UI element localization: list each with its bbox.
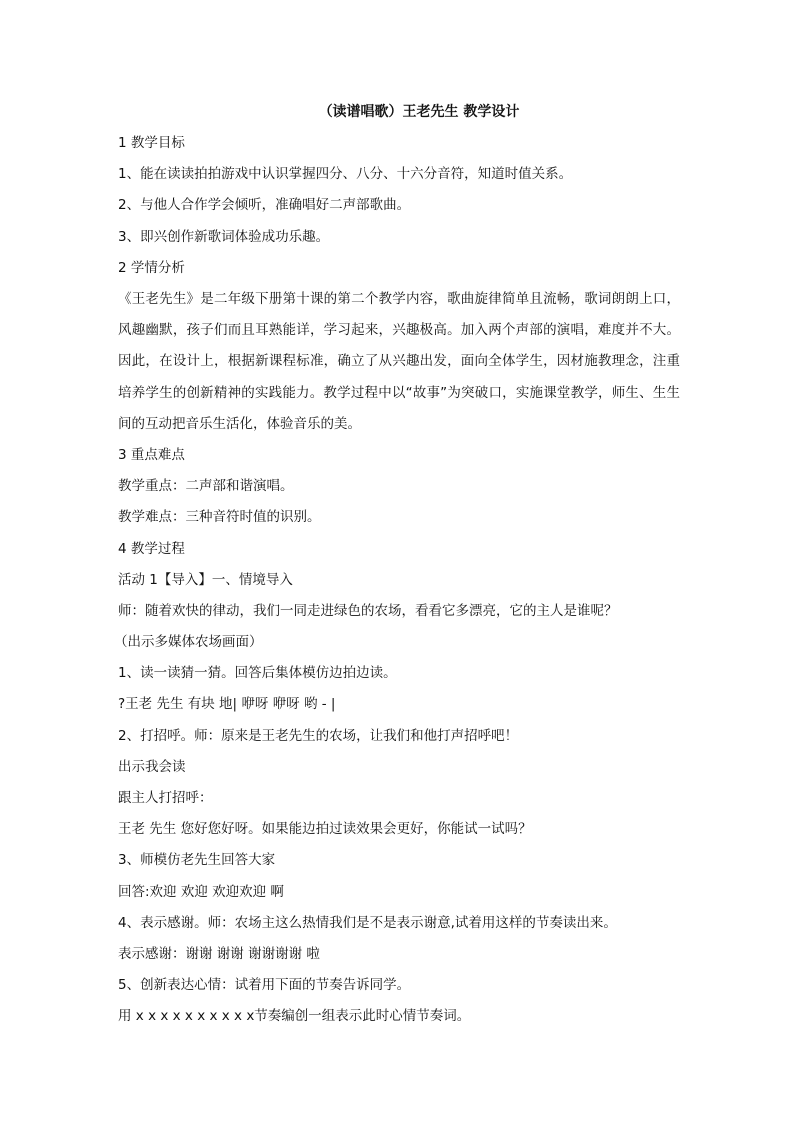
greet-host: 跟主人打招呼： xyxy=(118,790,213,807)
rhythm-create: 用 x x x x x x x x x x节奏编创一组表示此时心情节奏词。 xyxy=(118,1008,471,1025)
greet-text: 王老 先生 您好您好呀。如果能边拍过读效果会更好，你能试一试吗？ xyxy=(118,821,532,838)
objective-2: 2、与他人合作学会倾听，准确唱好二声部歌曲。 xyxy=(118,197,411,214)
teacher-intro: 师：随着欢快的律动，我们一同走进绿色的农场，看看它多漂亮，它的主人是谁呢？ xyxy=(118,602,618,619)
objective-3: 3、即兴创作新歌词体验成功乐趣。 xyxy=(118,228,330,245)
step-2: 2、打招呼。师：原来是王老先生的农场，让我们和他打声招呼吧！ xyxy=(118,727,519,744)
objectives-heading: 1 教学目标 xyxy=(118,135,185,151)
step-4: 4、表示感谢。师：农场主这么热情我们是不是表示谢意,试着用这样的节奏读出来。 xyxy=(118,914,617,931)
objective-1: 1、能在读读拍拍游戏中认识掌握四分、八分、十六分音符，知道时值关系。 xyxy=(118,166,573,183)
key-heading: 3 重点难点 xyxy=(118,446,185,463)
thanks-line: 表示感谢：谢谢 谢谢 谢谢谢谢 啦 xyxy=(118,945,320,962)
answer-line: 回答:欢迎 欢迎 欢迎欢迎 啊 xyxy=(118,883,284,900)
analysis-heading: 2 学情分析 xyxy=(118,259,185,276)
document-page xyxy=(114,96,680,1033)
analysis-paragraph: 《王老先生》是二年级下册第十课的第二个教学内容，歌曲旋律简单且流畅，歌词朗朗上口，风趣幽默，孩子们而且耳熟能详，学习起来，兴趣极高。加入两个声部的演唱，难度并不大。因此，在设计上，根据新课程标准，确立了从兴趣出发，面向全体学生，因材施教理念，注重培养学生的创新精神的实践能力。教学过程中以“故事”为突破口，实施课堂教学，师生、生生间的互动把音乐生活化，体验音乐的美。 xyxy=(118,290,680,432)
process-heading: 4 教学过程 xyxy=(118,540,185,557)
multimedia-note: （出示多媒体农场画面） xyxy=(114,634,263,651)
step-3: 3、师模仿老先生回答大家 xyxy=(118,852,276,869)
step-1: 1、读一读猜一猜。回答后集体模仿边拍边读。 xyxy=(118,665,397,682)
show-read: 出示我会读 xyxy=(118,758,186,775)
document-title: （读谱唱歌）王老先生 教学设计 xyxy=(318,104,520,120)
difficult-point: 教学难点：三种音符时值的识别。 xyxy=(118,509,321,526)
step-5: 5、创新表达心情：试着用下面的节奏告诉同学。 xyxy=(118,977,411,994)
key-point: 教学重点：二声部和谐演唱。 xyxy=(118,478,294,495)
activity-1: 活动 1【导入】一、情境导入 xyxy=(118,571,293,588)
rhythm-1: ?王老 先生 有块 地| 咿呀 咿呀 哟 - | xyxy=(118,696,336,713)
